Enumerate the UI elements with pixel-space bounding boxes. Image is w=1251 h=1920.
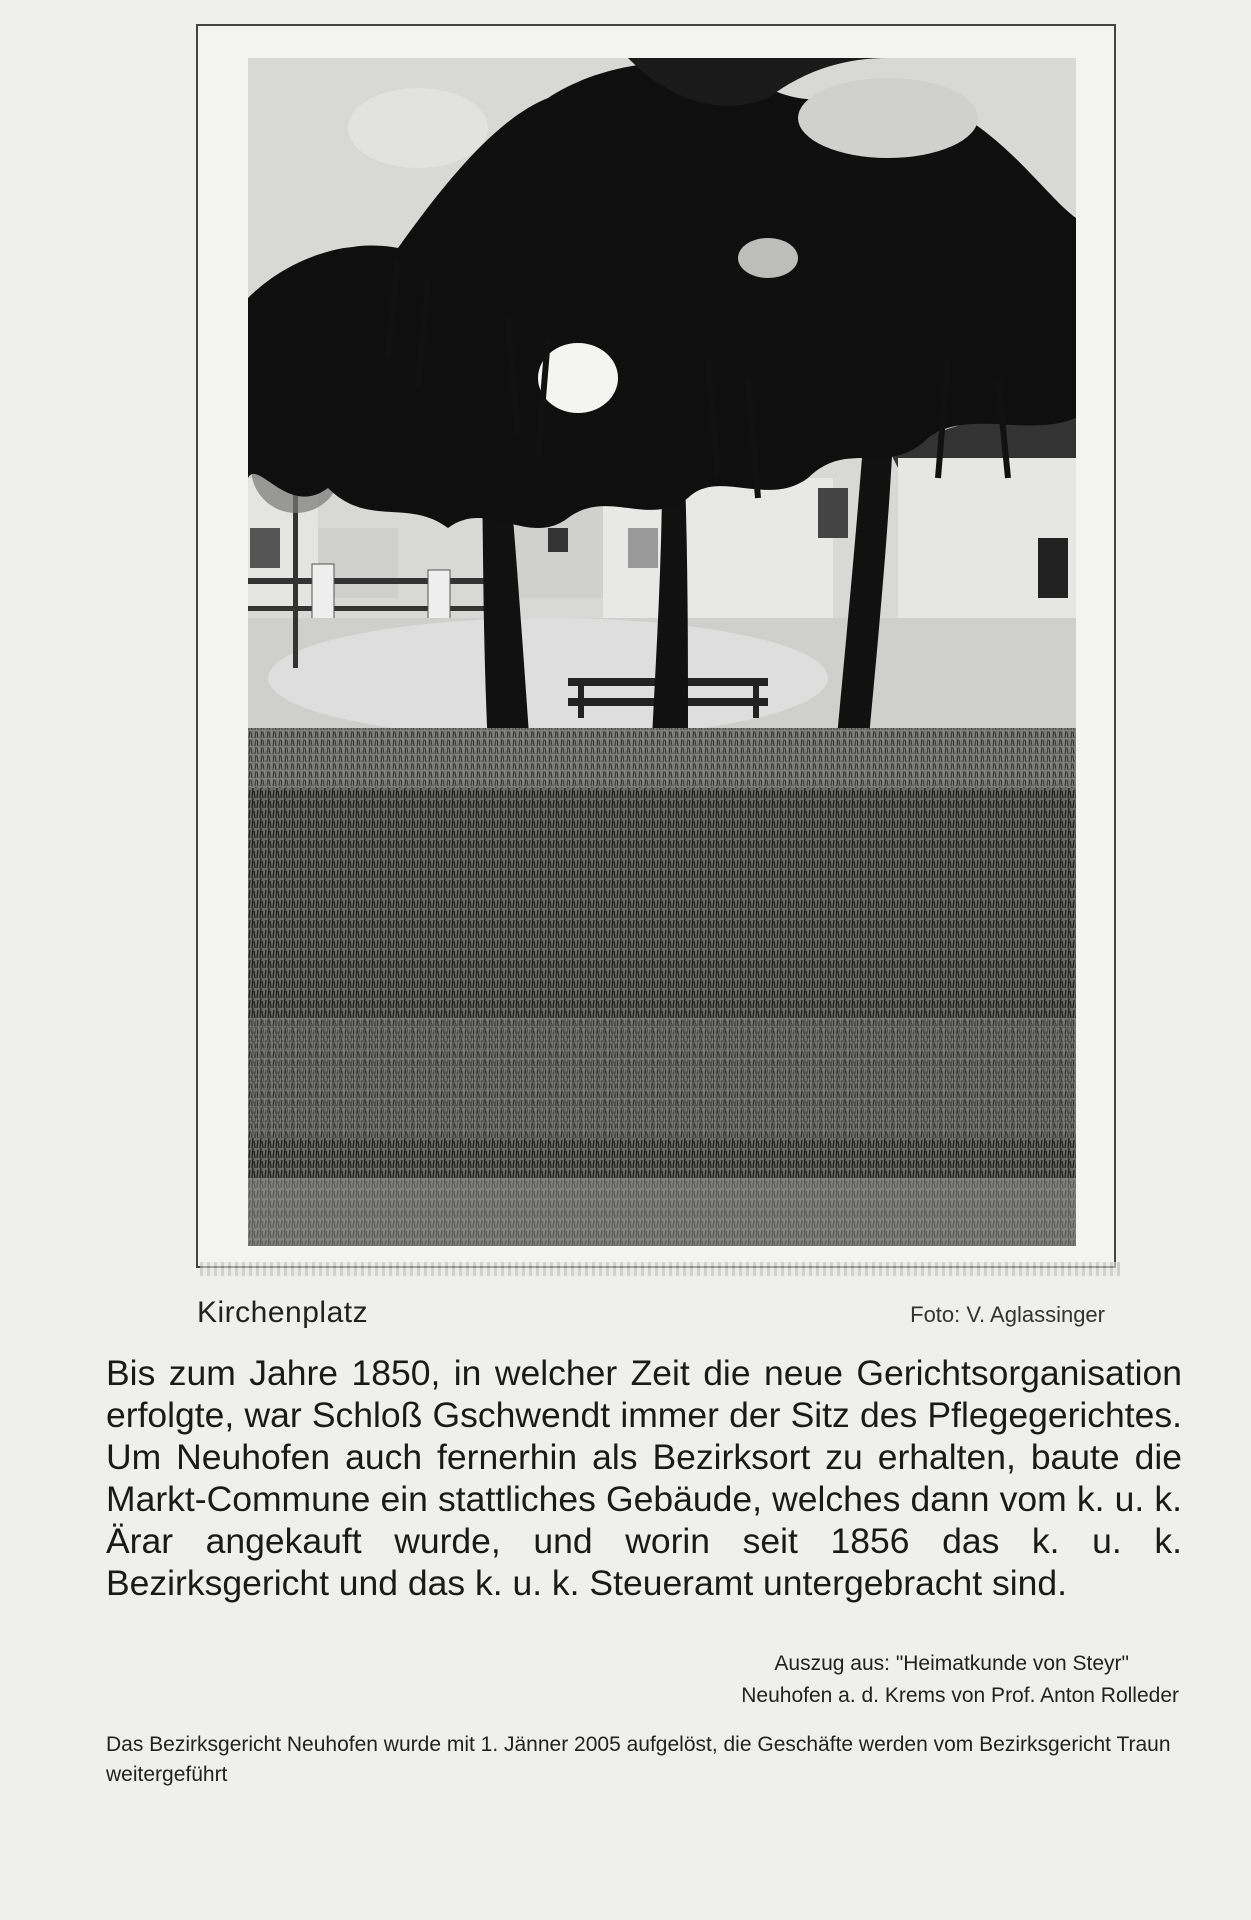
photo-illustration — [248, 58, 1076, 1246]
footnote: Das Bezirksgericht Neuhofen wurde mit 1. Jänner 2005 aufgelöst, die Geschäfte werden vom Bezirksgericht Traun weitergeführt — [106, 1733, 1171, 1786]
photo-frame — [196, 24, 1116, 1268]
photo-caption: Kirchenplatz — [197, 1296, 369, 1329]
article-paragraph: Bis zum Jahre 1850, in welcher Zeit die neue Gerichtsorganisation erfolgte, war Schloß Gschwendt immer der Sitz des Pflegegerichtes. Um Neuhofen auch fernerhin als Bezirksort zu erhalten, baute die Markt-Commune ein stattliches Gebäude, welches dann vom k. u. k. Ärar angekauft wurde, und worin seit 1856 das k. u. k. Bezirksgericht und das k. u. k. Steueramt untergebracht sind. — [106, 1353, 1182, 1603]
source-citation — [579, 1648, 1179, 1712]
source-line-1: Auszug aus: "Heimatkunde von Steyr" — [774, 1652, 1129, 1675]
source-line-2: Neuhofen a. d. Krems von Prof. Anton Rolleder — [741, 1684, 1179, 1707]
photo-credit: Foto: V. Aglassinger — [910, 1302, 1105, 1327]
photo-shadow — [200, 1262, 1120, 1276]
kirchenplatz-photo — [248, 58, 1076, 1246]
